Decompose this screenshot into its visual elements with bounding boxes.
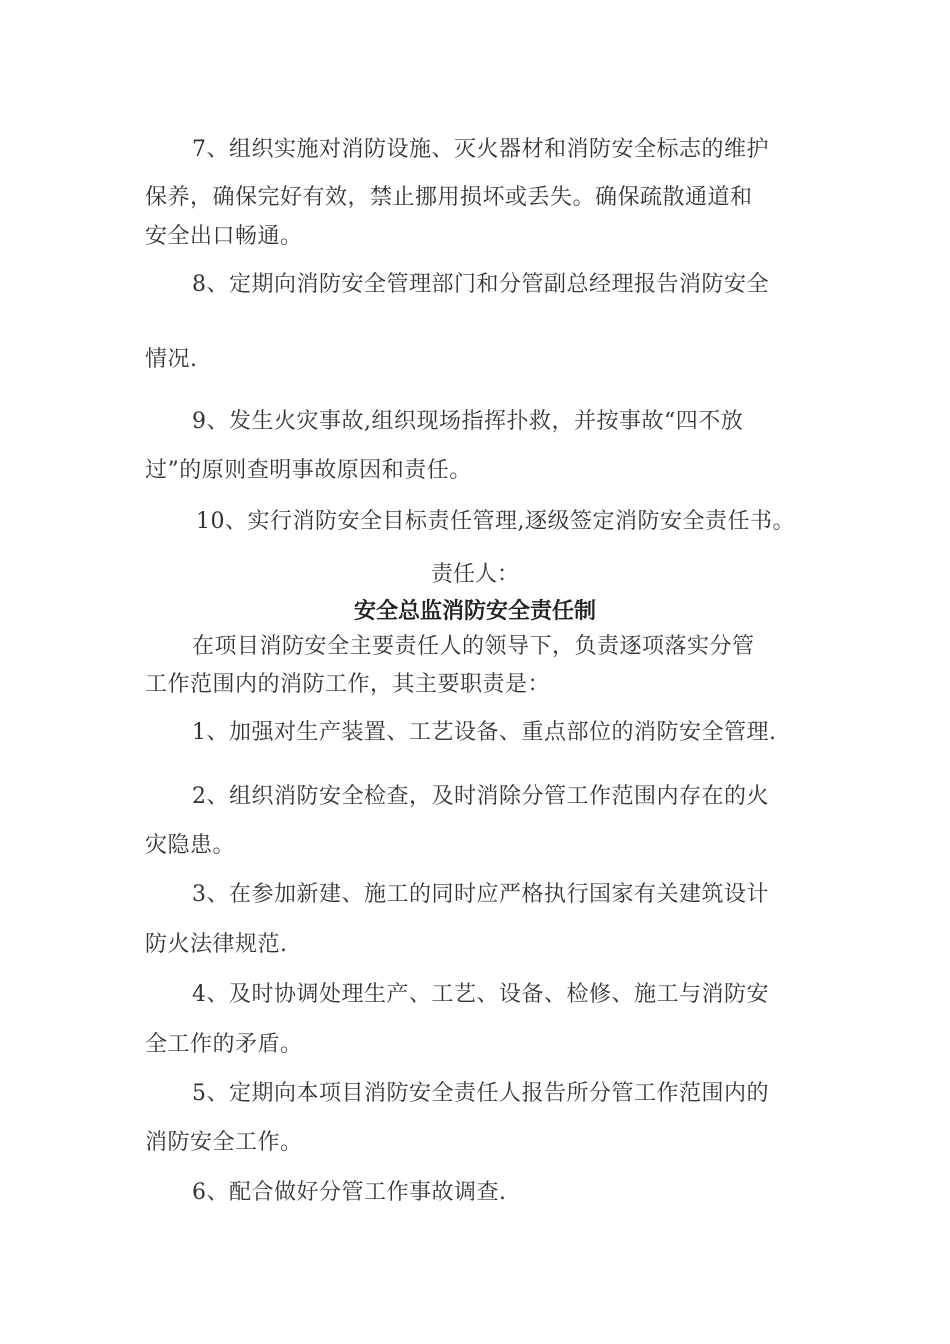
duty-4-line-2: 全工作的矛盾。 [145,1032,303,1057]
item-7-line-2: 保养，确保完好有效，禁止挪用损坏或丢失。确保疏散通道和 [145,185,753,210]
item-7-line-1: 7、组织实施对消防设施、灭火器材和消防安全标志的维护 [192,137,769,162]
duty-5-line-1: 5、定期向本项目消防安全责任人报告所分管工作范围内的 [192,1081,769,1106]
duty-4-line-1: 4、及时协调处理生产、工艺、设备、检修、施工与消防安 [192,982,769,1007]
responsible-person-label: 责任人： [430,562,519,587]
item-10-line-1: 10、实行消防安全目标责任管理,逐级签定消防安全责任书。 [196,509,795,534]
duty-2-line-2: 灾隐患。 [145,833,236,858]
intro-line-1: 在项目消防安全主要责任人的领导下，负责逐项落实分管 [192,634,755,659]
item-8-line-1: 8、定期向消防安全管理部门和分管副总经理报告消防安全 [192,272,769,297]
item-8-line-2: 情况. [145,347,198,372]
duty-3-line-1: 3、在参加新建、施工的同时应严格执行国家有关建筑设计 [192,882,769,907]
duty-1-line-1: 1、加强对生产装置、工艺设备、重点部位的消防安全管理. [192,720,777,745]
intro-line-2: 工作范围内的消防工作，其主要职责是： [145,672,551,697]
duty-3-line-2: 防火法律规范. [145,932,288,957]
item-9-line-1: 9、发生火灾事故,组织现场指挥扑救，并按事故“四不放 [192,409,744,434]
section-title: 安全总监消防安全责任制 [353,598,596,624]
duty-5-line-2: 消防安全工作。 [145,1130,303,1155]
duty-2-line-1: 2、组织消防安全检查，及时消除分管工作范围内存在的火 [192,784,769,809]
duty-6-line-1: 6、配合做好分管工作事故调查. [192,1180,507,1205]
item-7-line-3: 安全出口畅通。 [145,224,303,249]
item-9-line-2: 过”的原则查明事故原因和责任。 [145,458,472,483]
